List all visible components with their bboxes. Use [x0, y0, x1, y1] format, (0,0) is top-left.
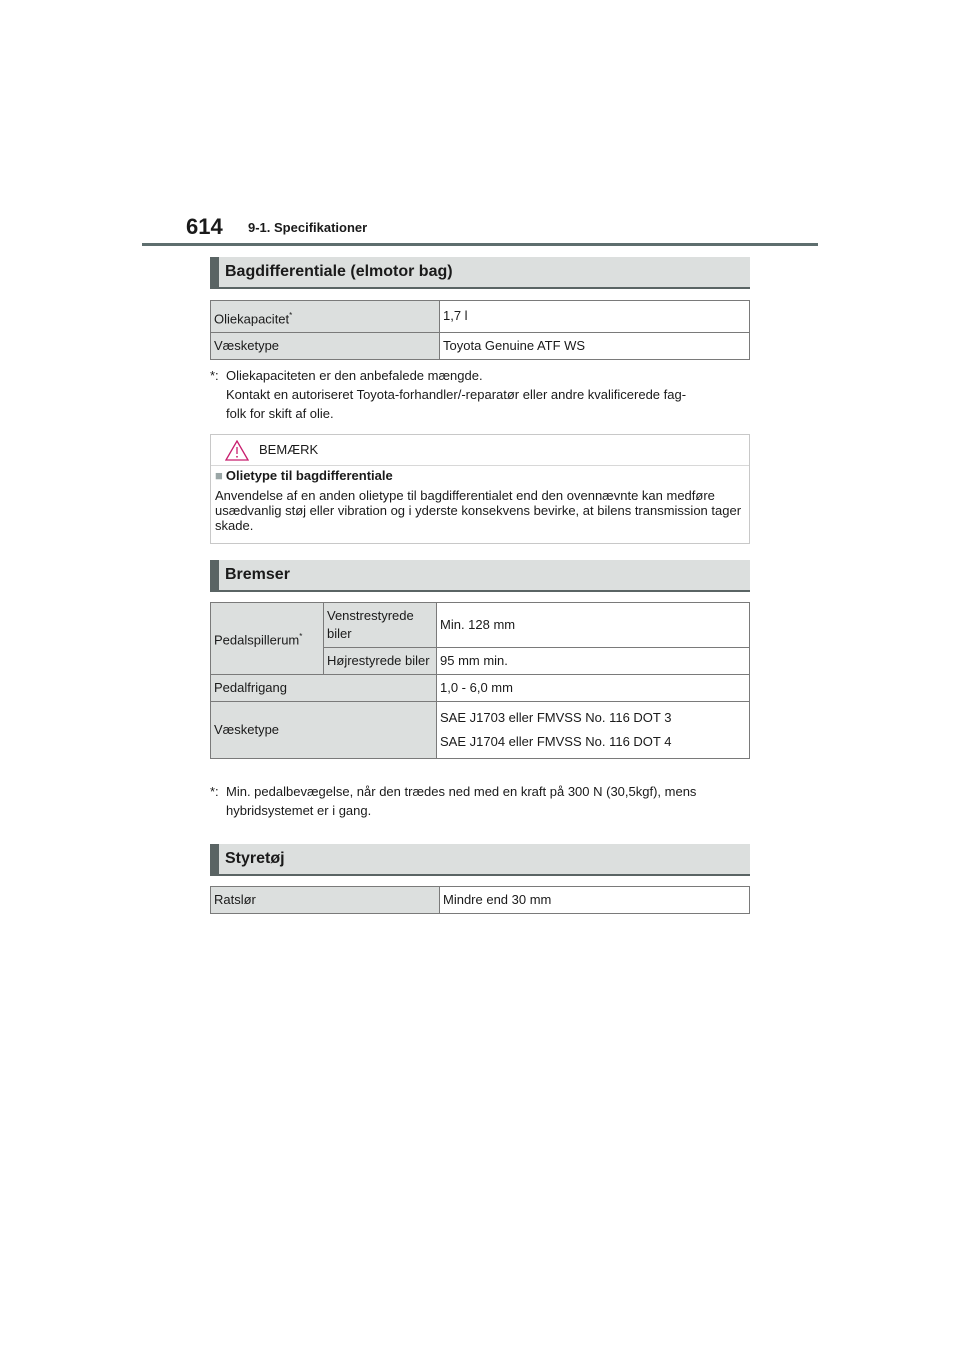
footnote-text: Min. pedalbevægelse, når den trædes ned med en kraft på 300 N (30,5kgf), mens	[226, 784, 697, 799]
page-number: 614	[186, 214, 223, 239]
table-cell-value: Mindre end 30 mm	[440, 887, 750, 914]
section-title: Bremser	[225, 566, 290, 583]
header-rule	[142, 243, 818, 246]
section-heading-steering	[210, 844, 750, 876]
warning-triangle-icon	[225, 440, 249, 461]
section-title: Bagdifferentiale (elmotor bag)	[225, 263, 453, 280]
table-cell-label: Ratslør	[211, 887, 440, 914]
rear-differential-table	[210, 300, 750, 360]
notice-box	[210, 434, 750, 544]
footnote-brakes	[210, 782, 750, 820]
square-bullet-icon: ■	[215, 468, 223, 483]
table-cell-value	[437, 702, 750, 759]
footnote-text: Oliekapaciteten er den anbefalede mængde.	[226, 368, 483, 383]
table-cell-value: Toyota Genuine ATF WS	[440, 333, 750, 360]
table-row	[211, 887, 750, 914]
footnote-text: Kontakt en autoriseret Toyota-forhandler/-reparatør eller andre kvalificerede fag-	[226, 387, 687, 402]
fluid-spec: SAE J1704 eller FMVSS No. 116 DOT 4	[440, 734, 672, 749]
fluid-spec: SAE J1703 eller FMVSS No. 116 DOT 3	[440, 710, 672, 725]
table-cell-label: Pedalspillerum*	[211, 603, 324, 675]
notice-subtitle: ■ Olietype til bagdifferentiale	[215, 468, 393, 483]
table-cell-value: 1,0 - 6,0 mm	[437, 675, 750, 702]
table-row	[211, 301, 750, 333]
table-cell-label: Venstrestyrede biler	[324, 603, 437, 648]
table-cell-value: 95 mm min.	[437, 648, 750, 675]
section-heading-brakes	[210, 560, 750, 592]
footnote-mark: *:	[210, 784, 219, 799]
section-title: Styretøj	[225, 850, 285, 867]
table-row	[211, 333, 750, 360]
brakes-table	[210, 602, 750, 759]
table-row	[211, 675, 750, 702]
footnote-mark: *:	[210, 368, 219, 383]
table-cell-value: 1,7 l	[440, 301, 750, 333]
table-row	[211, 603, 750, 648]
table-cell-label: Væsketype	[211, 333, 440, 360]
table-cell-label: Oliekapacitet*	[211, 301, 440, 333]
footnote-rear-differential	[210, 366, 750, 423]
footnote-text: folk for skift af olie.	[226, 406, 334, 421]
notice-body: Anvendelse af en anden olietype til bagdifferentialet end den ovennævnte kan medføre usædvanlig støj eller vibration og i yderste konsekvens bevirke, at bilens transmission tager skade.	[215, 488, 742, 533]
table-cell-label: Højrestyrede biler	[324, 648, 437, 675]
chapter-title: 9-1. Specifikationer	[248, 220, 368, 235]
section-heading-rear-differential	[210, 257, 750, 289]
notice-header	[211, 435, 749, 466]
table-cell-value: Min. 128 mm	[437, 603, 750, 648]
notice-title: BEMÆRK	[259, 442, 319, 457]
footnote-text: hybridsystemet er i gang.	[226, 803, 372, 818]
table-cell-label: Væsketype	[211, 702, 437, 759]
table-row	[211, 702, 750, 759]
steering-table	[210, 886, 750, 914]
table-cell-label: Pedalfrigang	[211, 675, 437, 702]
